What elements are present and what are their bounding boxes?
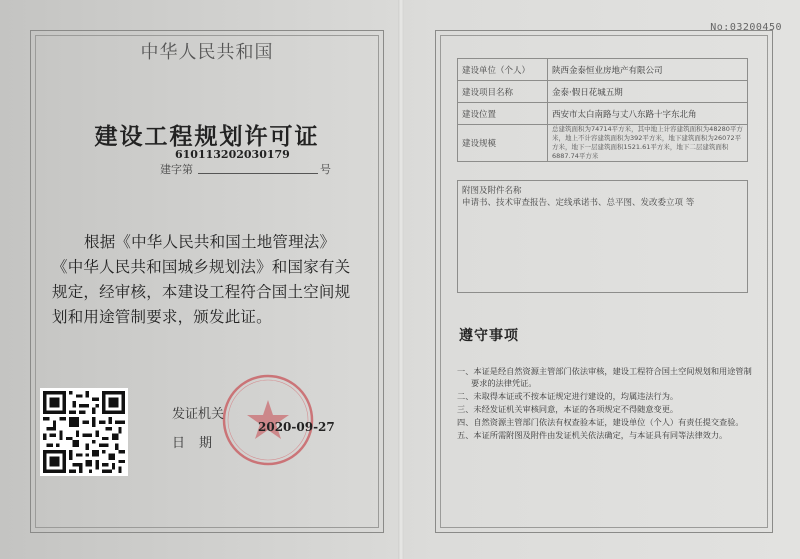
list-item: 三、未经发证机关审核同意，本证的各项规定不得随意变更。	[457, 404, 679, 414]
table-row	[458, 81, 748, 103]
country-name: 中华人民共和国	[140, 42, 274, 63]
list-item: 一、本证是经自然资源主管部门依法审核，建设工程符合国土空间规划和用途管制要求的法律凭证。	[457, 366, 752, 388]
qr-code	[40, 388, 128, 476]
row-key: 建设规模	[458, 125, 548, 162]
row-value: 金泰·假日花城五期	[548, 81, 748, 103]
attachments-title: 附图及附件名称	[462, 186, 522, 196]
word-prefix: 建字第	[160, 163, 193, 176]
project-info-table	[457, 58, 748, 162]
notice-list	[457, 365, 759, 442]
attachments-value: 申请书、技术审查报告、定线承诺书、总平图、发改委立项 等	[462, 198, 695, 208]
list-item: 四、自然资源主管部门依法有权查验本证，建设单位（个人）有责任提交查验。	[457, 417, 744, 427]
center-fold	[398, 0, 404, 559]
row-key: 建设位置	[458, 103, 548, 125]
row-value: 陕西金泰恒业房地产有限公司	[548, 59, 748, 81]
row-value: 总建筑面积为74714平方米，其中地上计容建筑面积为48280平方米，地上不计容建筑面积为392平方米，地下建筑面积为26072平方米，地下一层建筑面积1521.61平方米，地下二层建筑面积6887.74平方米	[548, 125, 748, 162]
table-row	[458, 59, 748, 81]
row-value: 西安市太白南路与丈八东路十字东北角	[548, 103, 748, 125]
list-item: 五、本证所需附图及附件由发证机关依法确定，与本证具有同等法律效力。	[457, 430, 728, 440]
table-row	[458, 125, 748, 162]
word-underline	[198, 173, 318, 174]
attachments-box	[457, 180, 748, 293]
table-row	[458, 103, 748, 125]
word-suffix: 号	[320, 163, 331, 176]
certificate-title: 建设工程规划许可证	[94, 124, 320, 150]
row-key: 建设项目名称	[458, 81, 548, 103]
serial-number: No:03200450	[710, 22, 782, 33]
row-key: 建设单位（个人）	[458, 59, 548, 81]
notice-title: 遵守事项	[459, 328, 519, 344]
list-item: 二、未取得本证或不按本证规定进行建设的，均属违法行为。	[457, 391, 679, 401]
issue-date: 2020-09-27	[258, 420, 335, 434]
certificate-number: 610113202030179	[175, 148, 290, 161]
date-label: 日期	[172, 436, 227, 451]
issuer-label: 发证机关	[172, 407, 225, 422]
legal-basis-paragraph: 根据《中华人民共和国土地管理法》《中华人民共和国城乡规划法》和国家有关规定，经审核，本建设工程符合国土空间规划和用途管制要求，颁发此证。	[52, 233, 351, 326]
